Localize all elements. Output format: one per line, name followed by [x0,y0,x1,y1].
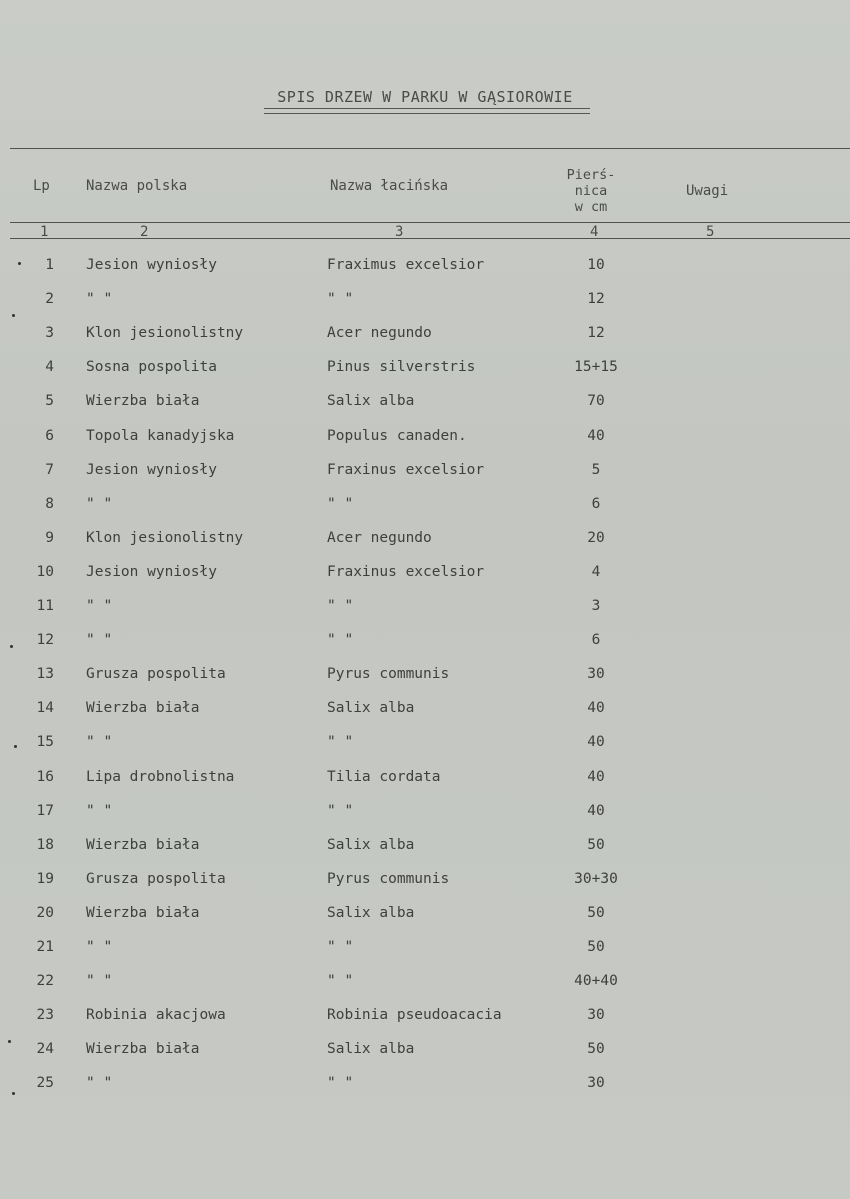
cell-latin-name: Pinus silverstris [327,359,476,375]
cell-circumference: 40 [587,700,605,716]
cell-latin-name: " " [327,496,354,512]
cell-lp: 20 [36,905,54,921]
header-circumference-line-1: Pierś- [566,167,616,183]
table-row [0,564,850,594]
header-latin-name: Nazwa łacińska [330,178,449,194]
cell-circumference: 30+30 [574,871,618,887]
cell-polish-name: " " [86,291,113,307]
cell-lp: 19 [36,871,54,887]
table-row [0,973,850,1003]
cell-polish-name: Robinia akacjowa [86,1007,226,1023]
cell-polish-name: Wierzba biała [86,700,200,716]
margin-mark [12,1092,15,1095]
cell-circumference: 40 [587,428,605,444]
table-row [0,837,850,867]
cell-circumference: 70 [587,393,605,409]
cell-polish-name: Sosna pospolita [86,359,217,375]
cell-lp: 15 [36,734,54,750]
cell-circumference: 3 [591,598,601,614]
cell-polish-name: Wierzba biała [86,1041,200,1057]
cell-lp: 22 [36,973,54,989]
cell-polish-name: " " [86,939,113,955]
title-double-underline [264,108,590,114]
table-row [0,428,850,458]
cell-polish-name: Wierzba biała [86,393,200,409]
cell-circumference: 12 [587,325,605,341]
header-rule-lower [10,238,850,239]
cell-latin-name: Fraxinus excelsior [327,564,485,580]
cell-circumference: 15+15 [574,359,618,375]
table-row [0,871,850,901]
cell-polish-name: Wierzba biała [86,837,200,853]
cell-polish-name: Jesion wyniosły [86,257,217,273]
cell-circumference: 4 [591,564,601,580]
cell-polish-name: " " [86,1075,113,1091]
cell-polish-name: Jesion wyniosły [86,564,217,580]
cell-lp: 2 [45,291,54,307]
cell-lp: 13 [36,666,54,682]
header-lp: Lp [33,178,50,194]
cell-lp: 23 [36,1007,54,1023]
cell-circumference: 50 [587,1041,605,1057]
cell-circumference: 50 [587,837,605,853]
cell-lp: 5 [45,393,54,409]
cell-latin-name: Robinia pseudoacacia [327,1007,502,1023]
cell-lp: 4 [45,359,54,375]
table-row [0,700,850,730]
cell-latin-name: Salix alba [327,1041,415,1057]
table-row [0,1041,850,1071]
cell-circumference: 40+40 [574,973,618,989]
cell-circumference: 6 [591,632,601,648]
cell-latin-name: " " [327,1075,354,1091]
cell-lp: 7 [45,462,54,478]
table-row [0,530,850,560]
table-row [0,1007,850,1037]
cell-polish-name: Wierzba biała [86,905,200,921]
cell-polish-name: Klon jesionolistny [86,530,244,546]
cell-lp: 16 [36,769,54,785]
cell-polish-name: Grusza pospolita [86,666,226,682]
cell-latin-name: Populus canaden. [327,428,467,444]
header-circumference-line-3: w cm [574,199,608,215]
cell-lp: 24 [36,1041,54,1057]
cell-latin-name: Pyrus communis [327,871,450,887]
cell-latin-name: Acer negundo [327,530,432,546]
cell-circumference: 30 [587,1075,605,1091]
cell-circumference: 30 [587,666,605,682]
column-number-4: 4 [590,224,599,240]
cell-polish-name: " " [86,496,113,512]
table-row [0,257,850,287]
cell-lp: 12 [36,632,54,648]
margin-mark [12,314,15,317]
cell-circumference: 40 [587,734,605,750]
table-row [0,632,850,662]
cell-lp: 11 [36,598,54,614]
cell-polish-name: Klon jesionolistny [86,325,244,341]
table-row [0,666,850,696]
cell-circumference: 40 [587,769,605,785]
margin-mark [14,745,17,748]
table-top-rule [10,148,850,149]
cell-lp: 3 [45,325,54,341]
cell-lp: 21 [36,939,54,955]
cell-polish-name: Grusza pospolita [86,871,226,887]
document-title: SPIS DRZEW W PARKU W GĄSIOROWIE [277,88,573,106]
cell-polish-name: Topola kanadyjska [86,428,235,444]
cell-circumference: 6 [591,496,601,512]
table-row [0,939,850,969]
cell-polish-name: " " [86,973,113,989]
cell-circumference: 10 [587,257,605,273]
header-circumference [561,167,621,215]
column-number-1: 1 [40,224,49,240]
column-number-5: 5 [706,224,715,240]
table-row [0,598,850,628]
header-circumference-line-2: nica [574,183,608,199]
cell-latin-name: " " [327,939,354,955]
cell-polish-name: " " [86,734,113,750]
cell-polish-name: " " [86,803,113,819]
cell-latin-name: Pyrus communis [327,666,450,682]
table-row [0,803,850,833]
cell-latin-name: " " [327,632,354,648]
column-number-3: 3 [395,224,404,240]
cell-latin-name: Salix alba [327,700,415,716]
table-row [0,325,850,355]
cell-lp: 6 [45,428,54,444]
margin-mark [8,1040,11,1043]
table-row [0,496,850,526]
table-row [0,462,850,492]
table-row [0,905,850,935]
cell-latin-name: " " [327,734,354,750]
cell-lp: 14 [36,700,54,716]
cell-circumference: 40 [587,803,605,819]
header-rule-upper [10,222,850,223]
column-number-2: 2 [140,224,149,240]
cell-latin-name: Salix alba [327,393,415,409]
cell-latin-name: " " [327,973,354,989]
table-row [0,734,850,764]
margin-mark [18,262,21,265]
cell-lp: 17 [36,803,54,819]
cell-circumference: 30 [587,1007,605,1023]
cell-lp: 8 [45,496,54,512]
cell-polish-name: Lipa drobnolistna [86,769,235,785]
table-row [0,359,850,389]
margin-mark [10,645,13,648]
cell-circumference: 5 [591,462,601,478]
table-row [0,393,850,423]
cell-circumference: 20 [587,530,605,546]
header-polish-name: Nazwa polska [86,178,188,194]
cell-lp: 18 [36,837,54,853]
cell-latin-name: " " [327,291,354,307]
cell-circumference: 50 [587,905,605,921]
cell-polish-name: " " [86,632,113,648]
cell-latin-name: Fraxinus excelsior [327,462,485,478]
cell-polish-name: Jesion wyniosły [86,462,217,478]
cell-circumference: 50 [587,939,605,955]
table-row [0,769,850,799]
cell-lp: 1 [45,257,54,273]
cell-lp: 25 [36,1075,54,1091]
table-row [0,1075,850,1105]
table-row [0,291,850,321]
cell-lp: 9 [45,530,54,546]
cell-latin-name: Salix alba [327,837,415,853]
cell-circumference: 12 [587,291,605,307]
cell-latin-name: " " [327,803,354,819]
cell-latin-name: " " [327,598,354,614]
cell-latin-name: Salix alba [327,905,415,921]
cell-latin-name: Tilia cordata [327,769,441,785]
cell-latin-name: Fraximus excelsior [327,257,485,273]
header-remarks: Uwagi [686,183,729,199]
cell-latin-name: Acer negundo [327,325,432,341]
cell-lp: 10 [36,564,54,580]
cell-polish-name: " " [86,598,113,614]
